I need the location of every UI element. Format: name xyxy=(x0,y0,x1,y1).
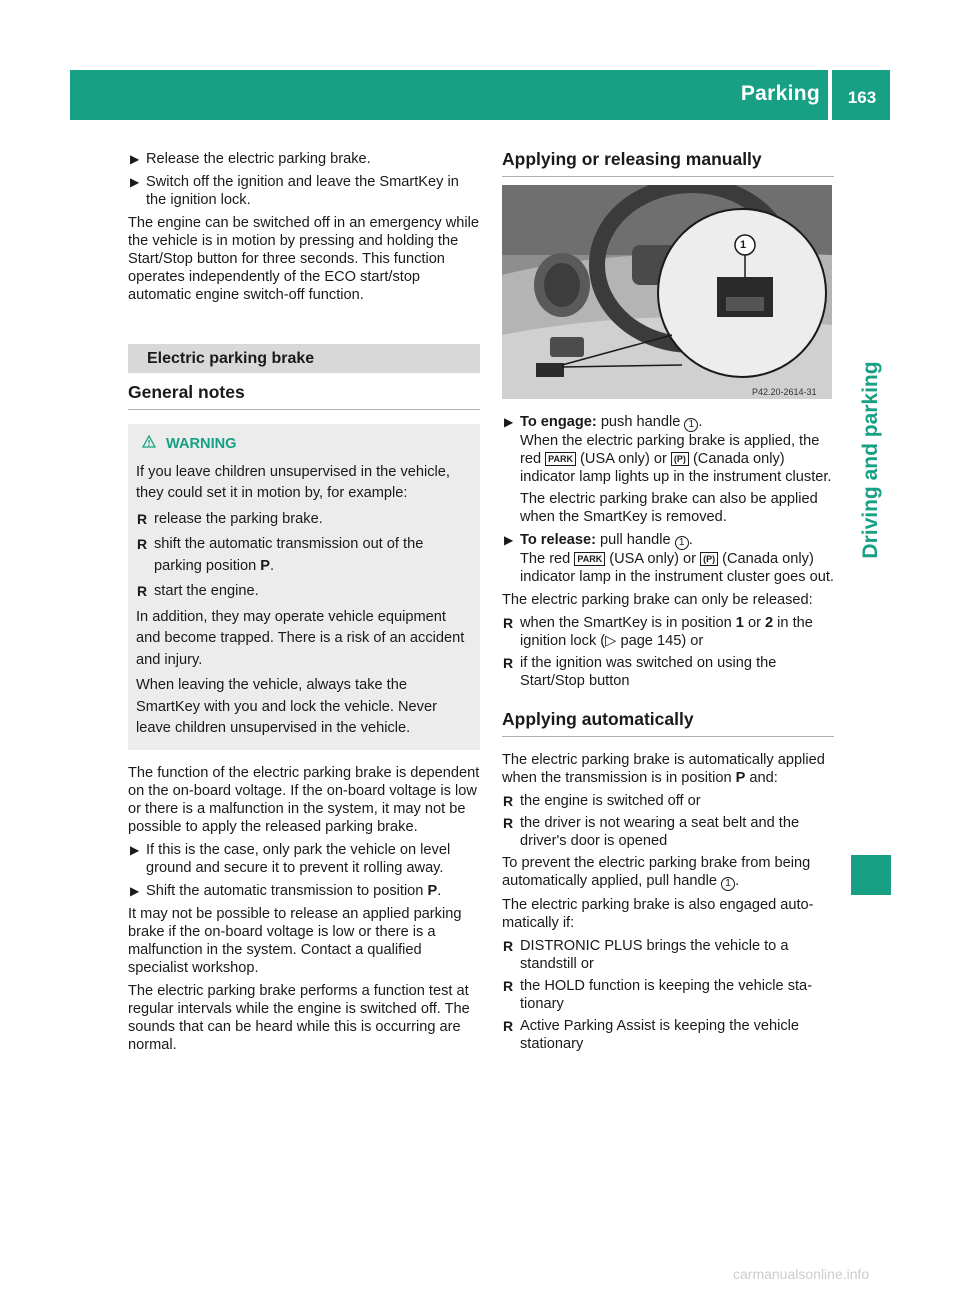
bullet-item: R when the SmartKey is in position 1 or 2 in the ignition lock (▷ page 145) or xyxy=(503,615,813,649)
instruction-arrow-icon: ▶ xyxy=(130,883,140,898)
bullet-icon: R xyxy=(137,536,148,552)
section-bar: Electric parking brake xyxy=(128,344,480,373)
callout-1-icon: 1 xyxy=(675,536,689,550)
heading-applying-manually: Applying or releasing manually xyxy=(502,150,834,177)
warning-bullet: R start the engine. xyxy=(136,581,472,603)
paragraph: The electric parking brake is automatically applied when the transmission is in position P and: xyxy=(502,752,825,786)
instruction: ▶ Release the electric parking brake. xyxy=(130,151,371,167)
park-indicator-icon: PARK xyxy=(574,552,605,566)
warning-title: WARNING xyxy=(136,434,472,456)
instruction-arrow-icon: ▶ xyxy=(504,415,514,429)
paragraph: The electric parking brake is also engaged automatically if: xyxy=(502,897,814,931)
instruction-arrow-icon: ▶ xyxy=(504,533,514,547)
bullet-icon: R xyxy=(503,978,514,994)
side-tab-label: Driving and parking xyxy=(859,361,882,559)
image-code: P42.20-2614-31 xyxy=(752,387,817,397)
bullet-icon: R xyxy=(137,510,148,527)
park-indicator-icon: PARK xyxy=(545,452,576,466)
heading-general-notes: General notes xyxy=(128,383,480,410)
instruction: ▶ To release: pull handle 1 . The red PARK (USA only) or (P) (Canada only) indicator lamp in the instrument cluster goes out. xyxy=(504,532,834,585)
instruction: ▶ If this is the case, only park the vehicle on level ground and secure it to prevent it rolling away. xyxy=(130,841,451,876)
side-square xyxy=(851,855,891,895)
header-section-title: Parking xyxy=(740,82,820,105)
warning-intro: If you leave children unsupervised in the vehicle, they could set it in motion by, for example: xyxy=(136,463,450,501)
bullet-item: R Active Parking Assist is keeping the vehicle stationary xyxy=(503,1018,800,1052)
paragraph: The electric parking brake performs a function test at regular intervals while the engine is switched off. The sounds that can be heard while this is occurring are normal. xyxy=(128,982,470,1053)
warning-box xyxy=(128,424,480,750)
paragraph: The function of the electric parking brake is dependent on the on-board voltage. If the on-board voltage is low or there is a malfunction in the system, it may not be possible to apply the released parking brake. xyxy=(128,764,480,835)
callout-1-icon: 1 xyxy=(721,877,735,891)
paragraph: The electric parking brake can only be released: xyxy=(502,592,813,608)
side-tab xyxy=(851,290,891,630)
instruction-arrow-icon: ▶ xyxy=(130,842,140,857)
dashboard-photo xyxy=(502,185,832,399)
instruction: ▶ Switch off the ignition and leave the SmartKey in the ignition lock. xyxy=(130,174,459,208)
left-column xyxy=(128,150,480,1059)
callout-marker: 1 xyxy=(740,239,747,251)
warning-paragraph: In addition, they may operate vehicle equipment and become trapped. There is a risk of an accident and injury. xyxy=(136,608,465,668)
canada-parking-indicator-icon: (P) xyxy=(671,452,689,466)
page-number: 163 xyxy=(847,88,877,107)
bullet-item: R DISTRONIC PLUS brings the vehicle to a standstill or xyxy=(503,938,789,972)
bullet-icon: R xyxy=(503,1018,514,1034)
right-column xyxy=(502,150,834,1057)
instruction: ▶ Shift the automatic transmission to position P. xyxy=(130,882,442,899)
bullet-icon: R xyxy=(503,815,514,831)
warning-bullet: R shift the automatic transmission out of the parking position P. xyxy=(137,536,424,574)
page-reference-arrow-icon: ▷ xyxy=(605,633,617,649)
canada-parking-indicator-icon: (P) xyxy=(700,552,718,566)
instruction: ▶ To engage: push handle 1 . When the electric parking brake is applied, the red PARK (USA only) or (P) (Canada only) indicator lamp lights up in the instrument cluster. The electric parking brake can also be applied when the SmartKey is removed. xyxy=(502,413,834,526)
warning-bullet: R release the parking brake. xyxy=(136,509,472,531)
bullet-icon: R xyxy=(503,793,514,809)
bullet-icon: R xyxy=(503,938,514,954)
heading-applying-automatically: Applying automatically xyxy=(502,710,834,737)
bullet-icon: R xyxy=(503,655,514,671)
bullet-icon: R xyxy=(137,583,148,599)
paragraph: To prevent the electric parking brake from being automatically applied, pull handle 1 . xyxy=(502,855,811,889)
paragraph: The electric parking brake can also be applied when the SmartKey is removed. xyxy=(520,491,818,525)
paragraph: It may not be possible to release an applied parking brake if the on-board voltage is low or there is a malfunction in the system. Contact a qualified specialist workshop. xyxy=(128,905,462,976)
callout-1-icon: 1 xyxy=(684,418,698,432)
bullet-item: R the engine is switched off or xyxy=(503,793,701,809)
instruction-arrow-icon: ▶ xyxy=(130,152,140,166)
page-reference-link[interactable]: page 145) or xyxy=(616,633,704,649)
instruction-arrow-icon: ▶ xyxy=(130,175,140,189)
paragraph: The engine can be switched off in an emergency while the vehicle is in motion by pressing and holding the Start/Stop button for three seconds. This function operates independently of the ECO start/stop automatic engine switch-off function. xyxy=(128,215,480,303)
bullet-item: R the driver is not wearing a seat belt and the driver's door is opened xyxy=(503,815,800,849)
footer-watermark: carmanualsonline.info xyxy=(733,1266,870,1282)
warning-triangle-icon xyxy=(142,434,156,456)
bullet-item: R the HOLD function is keeping the vehicle stationary xyxy=(503,978,813,1012)
header-divider xyxy=(828,70,832,120)
warning-paragraph: When leaving the vehicle, always take the SmartKey with you and lock the vehicle. Never leave children unsupervised in the vehicle. xyxy=(136,677,437,736)
bullet-icon: R xyxy=(503,615,514,631)
bullet-item: R if the ignition was switched on using the Start/Stop button xyxy=(503,655,777,689)
